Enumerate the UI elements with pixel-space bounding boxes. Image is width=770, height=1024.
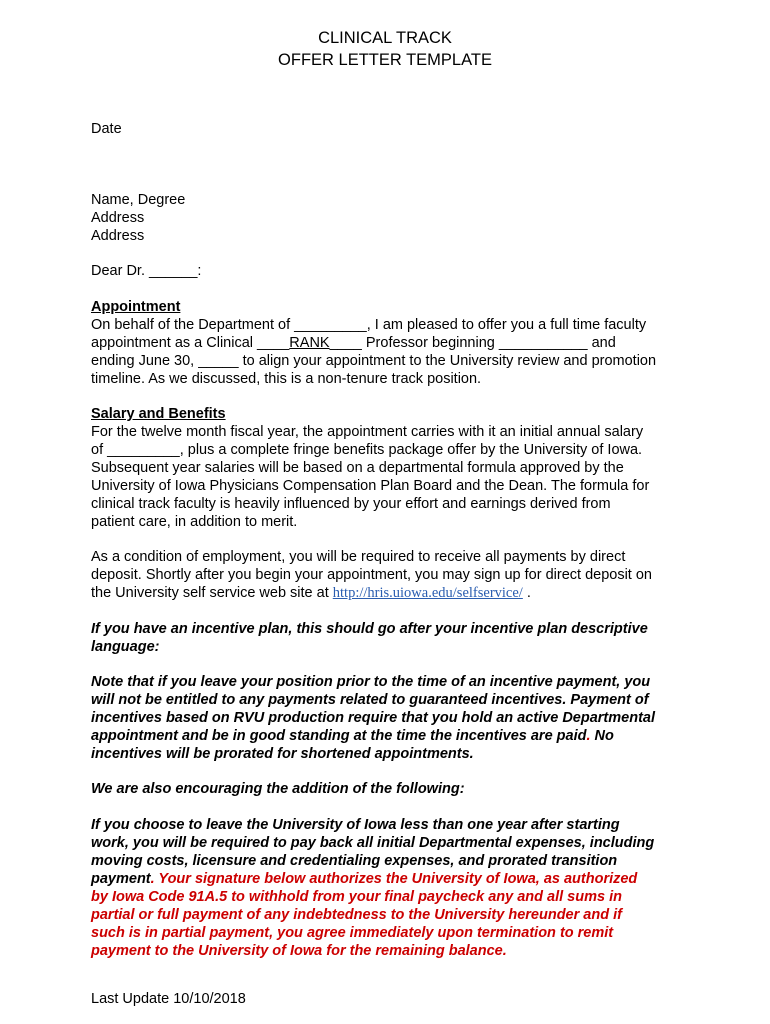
salutation: Dear Dr. ______:	[91, 263, 202, 279]
incentive-note	[91, 620, 691, 656]
incentive-terms-line: Note that if you leave your position prior to the time of an incentive payment, you	[91, 674, 651, 690]
incentive-terms-line: appointment and be in good standing at the time the incentives are paid. No	[91, 728, 614, 744]
appointment-section	[91, 298, 691, 388]
incentive-note-line: language:	[91, 639, 160, 655]
title-line-2: OFFER LETTER TEMPLATE	[278, 51, 492, 69]
incentive-note-line: If you have an incentive plan, this should go after your incentive plan descriptive	[91, 621, 648, 637]
salary-line: patient care, in addition to merit.	[91, 514, 298, 530]
salary-line: clinical track faculty is heavily influenced by your effort and earnings derived from	[91, 496, 611, 512]
incentive-terms-line: incentives will be prorated for shortened appointments.	[91, 746, 474, 762]
salary-line: Subsequent year salaries will be based on a departmental formula approved by the	[91, 460, 624, 476]
leave-clause-red-line: by Iowa Code 91A.5 to withhold from your final paycheck any and all sums in	[91, 889, 622, 905]
leave-clause	[91, 816, 691, 960]
appointment-heading: Appointment	[91, 299, 181, 315]
salary-line: University of Iowa Physicians Compensation Plan Board and the Dean. The formula for	[91, 478, 650, 494]
deposit-section	[91, 548, 691, 602]
leave-clause-line: If you choose to leave the University of Iowa less than one year after starting	[91, 817, 620, 833]
salary-heading: Salary and Benefits	[91, 406, 226, 422]
appointment-line: ending June 30, _____ to align your appointment to the University review and promotion	[91, 353, 657, 369]
leave-clause-red-line: partial or full payment of any indebtedness to the University hereunder and if	[91, 907, 622, 923]
leave-clause-red-line: such is in partial payment, you agree immediately upon termination to remit	[91, 925, 614, 941]
leave-clause-line: payment. Your signature below authorizes the University of Iowa, as authorized	[91, 871, 638, 887]
incentive-terms-line: incentives based on RVU production require that you hold an active Departmental	[91, 710, 655, 726]
last-update-footer: Last Update 10/10/2018	[91, 991, 246, 1007]
addressee-address-1: Address	[91, 210, 145, 226]
appointment-line: appointment as a Clinical ____RANK____ Professor beginning ___________ and	[91, 335, 616, 351]
date-label: Date	[91, 121, 122, 137]
rank-field: RANK	[289, 335, 330, 351]
salary-section	[91, 405, 691, 531]
encourage-note: We are also encouraging the addition of the following:	[91, 781, 465, 797]
deposit-line: As a condition of employment, you will be required to receive all payments by direct	[91, 549, 626, 565]
addressee-address-2: Address	[91, 228, 145, 244]
leave-clause-line: moving costs, licensure and credentialing expenses, and prorated transition	[91, 853, 618, 869]
incentive-terms	[91, 673, 691, 763]
incentive-terms-line: will not be entitled to any payments related to guaranteed incentives. Payment of	[91, 692, 649, 708]
salary-line: of _________, plus a complete fringe benefits package offer by the University of Iowa.	[91, 442, 643, 458]
selfservice-link[interactable]: http://hris.uiowa.edu/selfservice/	[332, 585, 523, 601]
title-line-1: CLINICAL TRACK	[318, 29, 452, 47]
deposit-line: deposit. Shortly after you begin your appointment, you may sign up for direct deposit on	[91, 567, 652, 583]
salary-line: For the twelve month fiscal year, the appointment carries with it an initial annual salary	[91, 424, 644, 440]
addressee-name: Name, Degree	[91, 192, 186, 208]
addressee-block	[91, 191, 691, 245]
appointment-line: timeline. As we discussed, this is a non-tenure track position.	[91, 371, 482, 387]
leave-clause-line: work, you will be required to pay back all initial Departmental expenses, including	[91, 835, 655, 851]
deposit-line: the University self service web site at http://hris.uiowa.edu/selfservice/ .	[91, 585, 531, 601]
leave-clause-red-line: payment to the University of Iowa for the remaining balance.	[91, 943, 507, 959]
appointment-line: On behalf of the Department of _________, I am pleased to offer you a full time faculty	[91, 317, 647, 333]
